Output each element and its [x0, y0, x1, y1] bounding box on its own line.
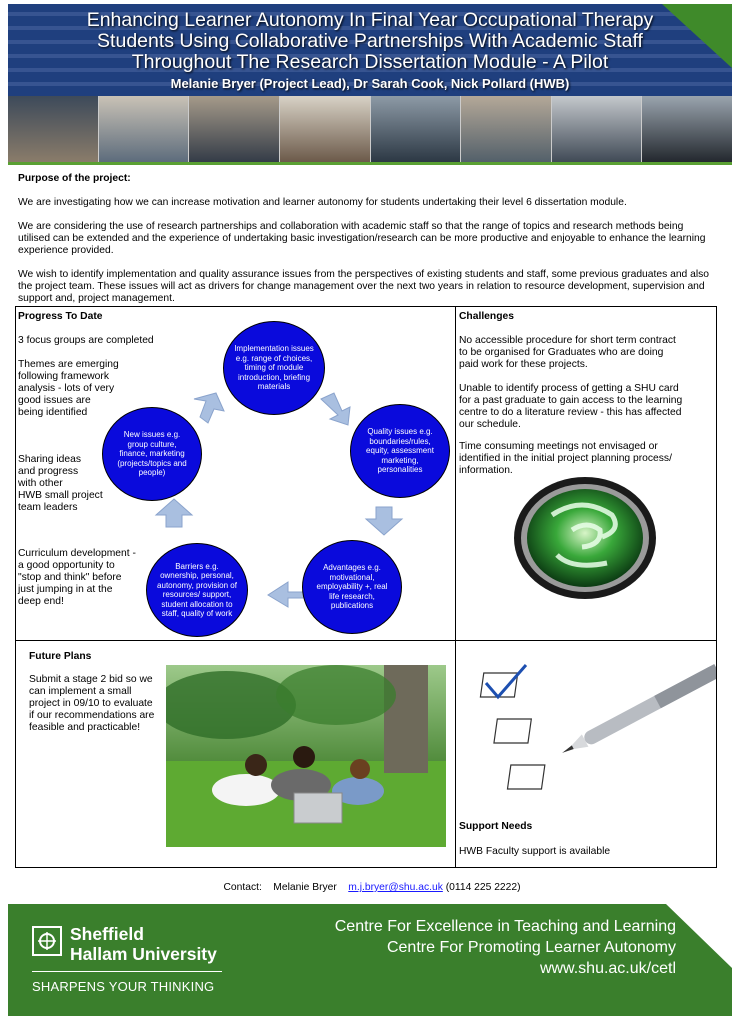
- university-logo-icon: [32, 926, 62, 956]
- progress-item-2-line: Themes are emerging: [18, 359, 119, 370]
- arrow-top-left: [194, 393, 224, 423]
- poster-header: [8, 4, 732, 96]
- students-on-grass-photo: [166, 665, 446, 847]
- green-swirl-emblem-icon: [512, 475, 658, 601]
- grid-horizontal-divider: [16, 640, 716, 641]
- university-tagline: SHARPENS YOUR THINKING: [32, 979, 215, 994]
- challenge-1: [459, 335, 676, 371]
- header-divider: [8, 162, 732, 165]
- progress-item-3-line: with other: [18, 478, 63, 489]
- purpose-section: [18, 173, 718, 317]
- content-grid: [15, 306, 717, 868]
- challenge-2-line: our schedule.: [459, 419, 521, 430]
- progress-item-4-line: "stop and think" before: [18, 572, 122, 583]
- contact-phone: (0114 225 2222): [445, 882, 521, 893]
- photo-group: [280, 96, 370, 162]
- contact-email-link[interactable]: m.j.bryer@shu.ac.uk: [348, 882, 443, 893]
- poster-footer: [8, 904, 732, 1016]
- challenge-3-line: information.: [459, 465, 513, 476]
- challenge-2-line: for a past graduate to gain access to the learning: [459, 395, 683, 406]
- circle-new-issues: New issues e.g. group culture, finance, marketing (projects/topics and people): [102, 407, 202, 501]
- centre-url[interactable]: www.shu.ac.uk/cetl: [539, 960, 676, 977]
- progress-item-4-line: a good opportunity to: [18, 560, 115, 571]
- support-needs-heading: Support Needs: [459, 821, 533, 832]
- photo-presentation: [642, 96, 732, 162]
- checklist-pen-image: [458, 643, 716, 811]
- challenge-3-line: Time consuming meetings not envisaged or: [459, 441, 658, 452]
- photo-lecture: [371, 96, 461, 162]
- progress-item-3-line: and progress: [18, 466, 79, 477]
- progress-heading: Progress To Date: [18, 311, 103, 322]
- photo-computer: [552, 96, 642, 162]
- progress-item-4-line: deep end!: [18, 596, 64, 607]
- title-line-3: Throughout The Research Dissertation Module - A Pilot: [131, 51, 609, 73]
- circle-implementation-issues: Implementation issues e.g. range of choices, timing of module introduction, briefing materials: [223, 321, 325, 415]
- logo-mark-icon: [34, 928, 60, 954]
- arrow-right-down: [366, 507, 402, 535]
- photo-library: [461, 96, 551, 162]
- purpose-paragraph-1: We are investigating how we can increase motivation and learner autonomy for students undertaking their level 6 dissertation module.: [18, 197, 627, 208]
- university-name-line-1: Sheffield: [70, 924, 144, 944]
- centre-line-2: Centre For Promoting Learner Autonomy: [386, 939, 676, 956]
- photo-seminar: [189, 96, 279, 162]
- header-photo-strip: [8, 96, 732, 162]
- arrow-bottom: [268, 582, 304, 607]
- support-needs-text: HWB Faculty support is available: [459, 846, 611, 857]
- progress-item-2-line: analysis - lots of very: [18, 383, 115, 394]
- future-plans-line: Submit a stage 2 bid so we: [29, 674, 153, 685]
- challenge-3: [459, 441, 672, 477]
- authors: Melanie Bryer (Project Lead), Dr Sarah Cook, Nick Pollard (HWB): [170, 76, 570, 91]
- challenge-2-line: centre to do a literature review - this has affected: [459, 407, 682, 418]
- challenge-1-line: paid work for these projects.: [459, 359, 588, 370]
- progress-item-4-line: just jumping in at the: [18, 584, 113, 595]
- arrow-top-right: [321, 393, 350, 425]
- circle-barriers: Barriers e.g. ownership, personal, autonomy, provision of resources/ support, student allocation to staff, quality of work: [146, 543, 248, 637]
- progress-item-1: 3 focus groups are completed: [18, 335, 154, 346]
- circle-quality-issues: Quality issues e.g. boundaries/rules, equity, assessment marketing, personalities: [350, 404, 450, 498]
- title-line-1: Enhancing Learner Autonomy In Final Year Occupational Therapy: [86, 9, 654, 31]
- arrow-left-up: [156, 499, 192, 527]
- photo-students-table: [8, 96, 98, 162]
- progress-item-2-line: being identified: [18, 407, 88, 418]
- footer-logo-rule: [32, 971, 222, 972]
- progress-item-3-line: team leaders: [18, 502, 78, 513]
- centre-line-1: Centre For Excellence in Teaching and Learning: [334, 918, 676, 935]
- contact-line: [0, 882, 744, 893]
- challenges-heading: Challenges: [459, 311, 514, 322]
- contact-label: Contact:: [223, 882, 262, 893]
- challenge-1-line: No accessible procedure for short term contract: [459, 335, 676, 346]
- future-plans-line: if our recommendations are: [29, 710, 155, 721]
- future-plans-heading: Future Plans: [29, 651, 92, 662]
- circle-advantages: Advantages e.g. motivational, employability +, real life research, publications: [302, 540, 402, 634]
- future-plans-line: project in 09/10 to evaluate: [29, 698, 153, 709]
- title-line-2: Students Using Collaborative Partnerships With Academic Staff: [97, 30, 643, 52]
- challenge-2-line: Unable to identify process of getting a SHU card: [459, 383, 679, 394]
- purpose-heading: Purpose of the project:: [18, 173, 131, 184]
- progress-item-2-line: following framework: [18, 371, 109, 382]
- progress-item-4-line: Curriculum development -: [18, 548, 136, 559]
- future-plans-line: can implement a small: [29, 686, 132, 697]
- future-plans-line: feasible and practicable!: [29, 722, 141, 733]
- purpose-paragraph-3: We wish to identify implementation and quality assurance issues from the perspectives of existing students and staff, some previous graduates and also the project team. These issues will act as drivers for change management over the next two years in relation to resource development, supervision and support and, project management.: [18, 269, 710, 304]
- challenge-1-line: to be organised for Graduates who are doing: [459, 347, 664, 358]
- purpose-paragraph-2: We are considering the use of research partnerships and collaboration with academic staff so that the range of topics and research methods being utilised can be extended and the experience of undertaking basic investigation/research can be more productive and enjoyable to enhance the learning experience provided.: [18, 221, 706, 256]
- progress-item-2-line: good issues are: [18, 395, 91, 406]
- progress-item-3-line: HWB small project: [18, 490, 103, 501]
- university-name-line-2: Hallam University: [70, 944, 217, 964]
- progress-item-3-line: Sharing ideas: [18, 454, 81, 465]
- poster-title: [8, 10, 732, 73]
- photo-classroom: [99, 96, 189, 162]
- future-plans-text: [29, 674, 154, 734]
- contact-name: Melanie Bryer: [273, 882, 337, 893]
- challenge-2: [459, 383, 682, 431]
- university-name: [70, 924, 217, 964]
- challenge-3-line: identified in the initial project planning process/: [459, 453, 672, 464]
